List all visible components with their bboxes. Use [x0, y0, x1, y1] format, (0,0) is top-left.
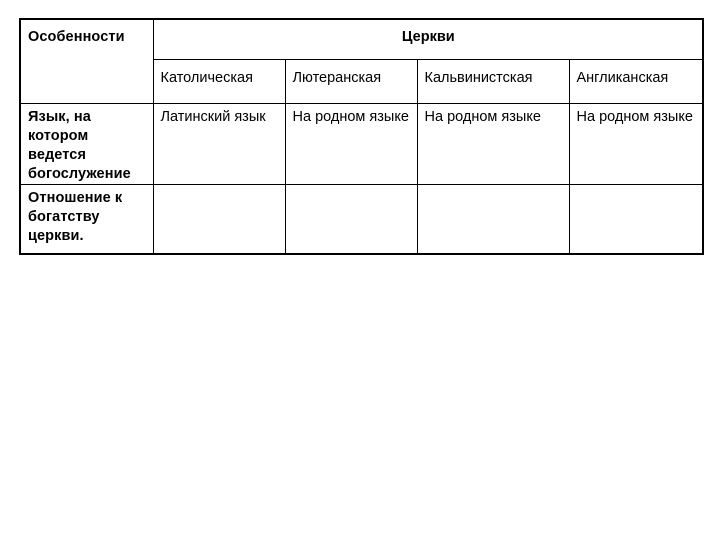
cell-language-calvinist: На родном языке	[417, 104, 569, 185]
cell-wealth-anglican	[569, 185, 703, 255]
header-row	[20, 19, 703, 60]
church-lutheran: Лютеранская	[285, 60, 417, 104]
row-label-language: Язык, на котором ведется богослужение	[20, 104, 153, 185]
cell-wealth-catholic	[153, 185, 285, 255]
cell-language-anglican: На родном языке	[569, 104, 703, 185]
cell-language-lutheran: На родном языке	[285, 104, 417, 185]
church-catholic: Католическая	[153, 60, 285, 104]
cell-language-catholic: Латинский язык	[153, 104, 285, 185]
row-label-wealth: Отношение к богатству церкви.	[20, 185, 153, 255]
cell-wealth-lutheran	[285, 185, 417, 255]
table-row	[20, 104, 703, 185]
church-anglican: Англиканская	[569, 60, 703, 104]
cell-wealth-calvinist	[417, 185, 569, 255]
church-calvinist: Кальвинистская	[417, 60, 569, 104]
comparison-table	[19, 18, 704, 255]
table-row	[20, 185, 703, 255]
churches-header: Церкви	[153, 19, 703, 60]
features-header: Особенности	[20, 19, 153, 104]
